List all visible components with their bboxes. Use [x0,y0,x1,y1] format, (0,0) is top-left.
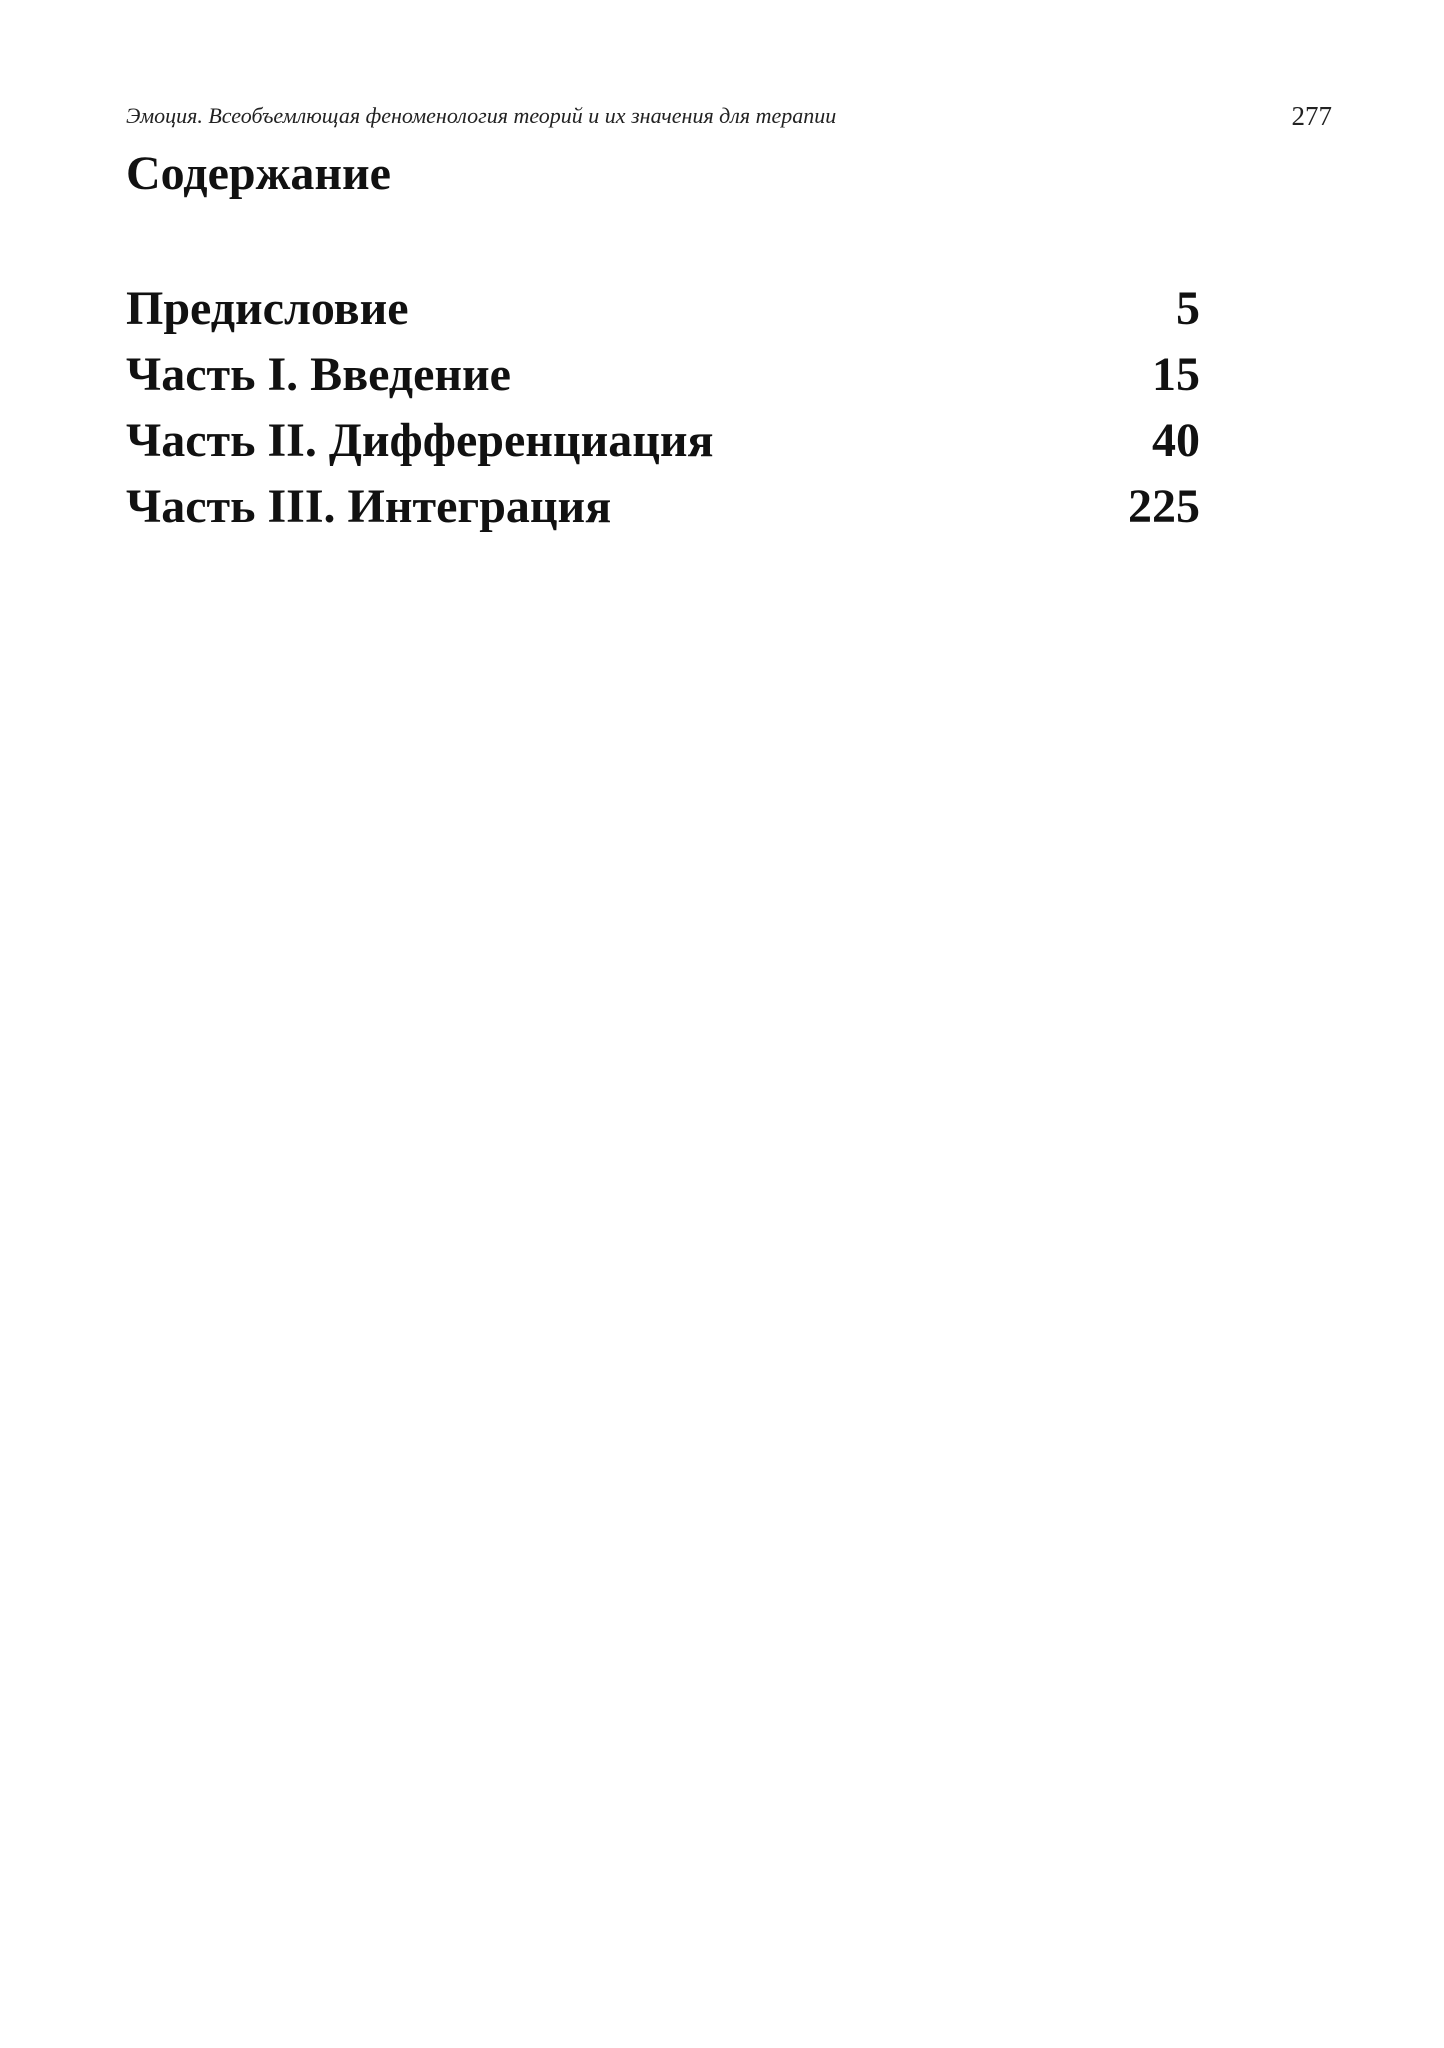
toc-entry-part-1[interactable] [126,342,1200,408]
toc-entry-part-2[interactable] [126,408,1200,474]
table-of-contents [126,276,1200,540]
page-number: 277 [1291,101,1332,131]
table-of-contents-title: Содержание [126,147,391,200]
running-title: Эмоция. Всеобъемлющая феноменология теорий и их значения для терапии [126,103,837,128]
toc-entry-page-number: 5 [1176,282,1200,335]
toc-entry-title: Часть I. Введение [126,348,511,401]
toc-entry-title: Часть III. Интеграция [126,480,612,533]
toc-entry-page-number: 40 [1152,414,1200,467]
running-header [126,98,1332,134]
toc-entry-title: Предисловие [126,282,409,335]
toc-entry-part-3[interactable] [126,474,1200,540]
toc-entry-title: Часть II. Дифференциация [126,414,714,467]
toc-entry-page-number: 225 [1128,480,1200,533]
toc-entry-preface[interactable] [126,276,1200,342]
toc-entry-page-number: 15 [1152,348,1200,401]
